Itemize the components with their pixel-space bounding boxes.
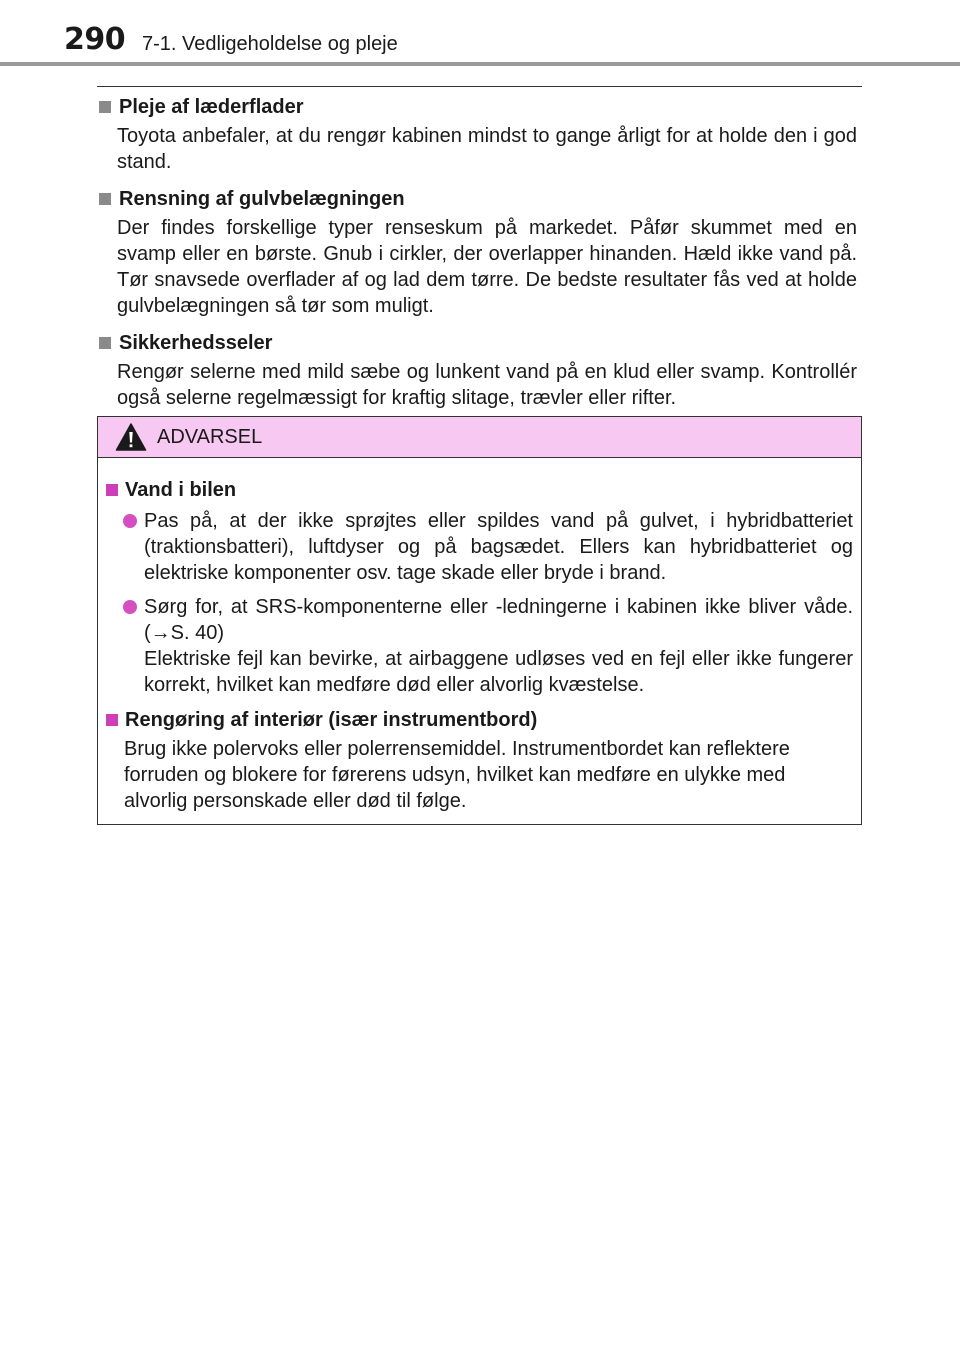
square-bullet-icon <box>106 714 118 726</box>
section-title: Rensning af gulvbelægningen <box>119 188 405 210</box>
bullet-text: Elektriske fejl kan bevirke, at airbaggene udløses ved en fejl eller ikke fungerer korrekt, hvilket kan medføre død eller alvorlig kvæstelse. <box>144 648 853 696</box>
round-bullet-icon <box>123 600 137 614</box>
bullet-text: Pas på, at der ikke sprøjtes eller spildes vand på gulvet, i hybridbatteriet (traktionsbatteri), luftdyser og på bagsædet. Ellers kan hybridbatteriet og elektriske komponenter osv. tage skade eller bryde i brand. <box>144 510 853 584</box>
square-bullet-icon <box>99 101 111 113</box>
section-rule <box>97 86 862 87</box>
main-content <box>97 93 857 421</box>
section-floor-cleaning <box>97 185 857 319</box>
square-bullet-icon <box>106 484 118 496</box>
section-body: Rengør selerne med mild sæbe og lunkent vand på en klud eller svamp. Kontrollér også selerne regelmæssigt for kraftig slitage, trævler eller rifter. <box>117 361 857 409</box>
warning-title: ADVARSEL <box>157 426 263 448</box>
section-body: Toyota anbefaler, at du rengør kabinen mindst to gange årligt for at holde den i god stand. <box>117 125 857 173</box>
square-bullet-icon <box>99 193 111 205</box>
warning-section-title: Vand i bilen <box>125 479 237 501</box>
warning-content <box>98 458 861 814</box>
warning-section-title: Rengøring af interiør (især instrumentbord) <box>125 709 538 731</box>
warning-triangle-icon <box>115 422 147 452</box>
header-rule <box>0 62 960 66</box>
warning-box <box>97 416 862 825</box>
section-title: Pleje af læderflader <box>119 96 304 118</box>
chapter-title: 7-1. Vedligeholdelse og pleje <box>142 33 398 55</box>
section-seatbelts <box>97 329 857 411</box>
warning-bullet <box>106 594 853 698</box>
section-body: Der findes forskellige typer renseskum på markedet. Påfør skummet med en svamp eller en børste. Gnub i cirkler, der overlapper hinanden. Hæld ikke vand på. Tør snavsede overflader af og lad dem tørre. De bedste resultater fås ved at holde gulvbelægningen så tør som muligt. <box>117 217 857 317</box>
page-number: 290 <box>64 22 126 57</box>
warning-bullet <box>106 508 853 586</box>
warning-section-water <box>106 476 853 698</box>
section-leather-care <box>97 93 857 175</box>
round-bullet-icon <box>123 514 137 528</box>
square-bullet-icon <box>99 337 111 349</box>
warning-header <box>98 417 861 458</box>
warning-section-interior <box>106 706 853 814</box>
warning-section-body: Brug ikke polervoks eller polerrensemiddel. Instrumentbordet kan reflektere forruden og blokere for førerens udsyn, hvilket kan medføre en ulykke med alvorlig personskade eller død til følge. <box>124 738 790 812</box>
bullet-text: Sørg for, at SRS-komponenterne eller -ledningerne i kabinen ikke bliver våde. (→S. 40) <box>144 596 853 644</box>
section-title: Sikkerhedsseler <box>119 332 273 354</box>
